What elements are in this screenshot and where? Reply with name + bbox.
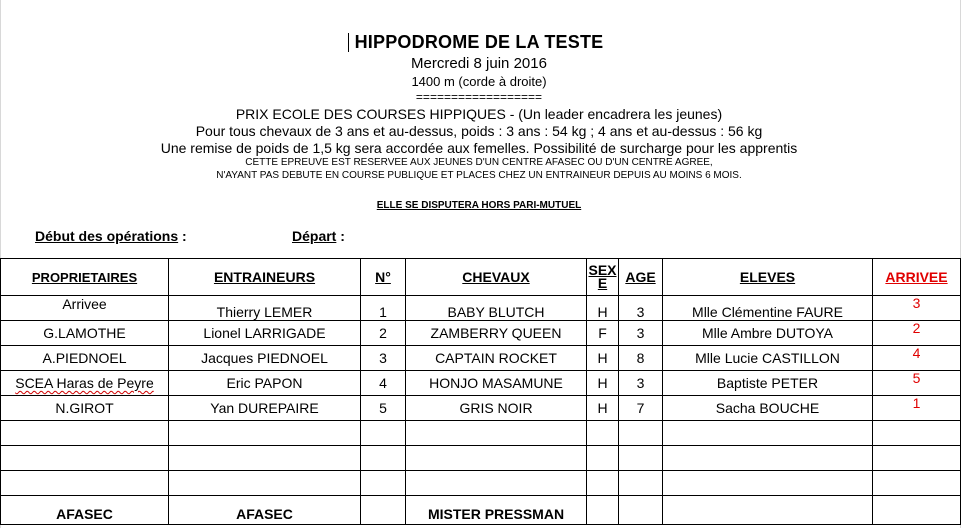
col-sexe-line1: SEX: [588, 262, 617, 278]
race-date: Mercredi 8 juin 2016: [411, 55, 547, 72]
footer-numero: [361, 496, 406, 525]
weight-allowance: Une remise de poids de 1,5 kg sera accordée aux femelles. Possibilité de surcharge pour les apprentis: [160, 140, 798, 156]
spellcheck-text: SCEA Haras de Peyre: [15, 375, 154, 391]
eligibility-notice-1: CETTE EPREUVE EST RESERVEE AUX JEUNES D'UN CENTRE AFASEC OU D'UN CENTRE AGREE,: [245, 157, 713, 168]
empty-row: [1, 471, 961, 496]
cell-proprietaire: N.GIROT: [1, 396, 169, 421]
empty-cell: [873, 446, 961, 471]
footer-eleve: [663, 496, 873, 525]
cell-cheval: CAPTAIN ROCKET: [406, 346, 587, 371]
empty-cell: [361, 471, 406, 496]
cell-eleve: Mlle Lucie CASTILLON: [663, 346, 873, 371]
cell-numero: 5: [361, 396, 406, 421]
runners-table: [0, 258, 961, 525]
empty-row: [1, 421, 961, 446]
col-arrivee: ARRIVEE: [873, 259, 961, 296]
eligibility-notice-2: N'AYANT PAS DEBUTE EN COURSE PUBLIQUE ET PLACES CHEZ UN ENTRAINEUR DEPUIS AU MOINS 6 MOIS.: [216, 170, 742, 181]
cell-numero: 2: [361, 321, 406, 346]
operations-start-label: Début des opérations: [35, 228, 179, 244]
footer-arrivee: [873, 496, 961, 525]
cell-arrivee: 3: [873, 296, 961, 321]
empty-cell: [663, 421, 873, 446]
col-proprietaires: PROPRIETAIRES: [1, 259, 169, 296]
empty-cell: [587, 421, 619, 446]
col-chevaux: CHEVAUX: [406, 259, 587, 296]
empty-cell: [169, 446, 361, 471]
empty-cell: [663, 446, 873, 471]
col-eleves: ELEVES: [663, 259, 873, 296]
footer-entraineur: AFASEC: [169, 496, 361, 525]
operations-start-colon: :: [178, 228, 187, 244]
prix-name: PRIX ECOLE DES COURSES HIPPIQUES - (Un leader encadrera les jeunes): [235, 106, 723, 122]
table-row: [1, 321, 961, 346]
cell-proprietaire: A.PIEDNOEL: [1, 346, 169, 371]
cell-cheval: ZAMBERRY QUEEN: [406, 321, 587, 346]
cell-arrivee: 4: [873, 346, 961, 371]
empty-cell: [361, 446, 406, 471]
cell-entraineur: Lionel LARRIGADE: [169, 321, 361, 346]
cell-age: 3: [619, 371, 663, 396]
table-row: [1, 296, 961, 321]
operations-start: [35, 228, 187, 244]
cell-sexe: H: [587, 396, 619, 421]
col-sexe: [587, 259, 619, 296]
cell-sexe: H: [587, 371, 619, 396]
col-sexe-line2: E: [597, 275, 608, 291]
separator-line: ==================: [415, 90, 543, 104]
cell-sexe: H: [587, 296, 619, 321]
cell-age: 8: [619, 346, 663, 371]
empty-cell: [361, 421, 406, 446]
empty-cell: [1, 446, 169, 471]
empty-cell: [619, 471, 663, 496]
empty-cell: [406, 421, 587, 446]
table-row: [1, 396, 961, 421]
empty-cell: [873, 471, 961, 496]
departure: [292, 228, 345, 244]
text-cursor: [348, 33, 349, 52]
footer-proprietaire: AFASEC: [1, 496, 169, 525]
cell-sexe: H: [587, 346, 619, 371]
cell-arrivee: 5: [873, 371, 961, 396]
footer-cheval: MISTER PRESSMAN: [406, 496, 587, 525]
race-distance: 1400 m (corde à droite): [411, 74, 547, 89]
cell-age: 3: [619, 296, 663, 321]
empty-cell: [169, 471, 361, 496]
cell-eleve: Baptiste PETER: [663, 371, 873, 396]
cell-age: 3: [619, 321, 663, 346]
col-entraineurs: ENTRAINEURS: [169, 259, 361, 296]
cell-eleve: Mlle Ambre DUTOYA: [663, 321, 873, 346]
table-row: [1, 346, 961, 371]
weight-conditions: Pour tous chevaux de 3 ans et au-dessus, poids : 3 ans : 54 kg ; 4 ans et au-dessus : 56 kg: [195, 123, 763, 139]
col-age: AGE: [619, 259, 663, 296]
pari-mutuel-notice: ELLE SE DISPUTERA HORS PARI-MUTUEL: [376, 200, 582, 211]
empty-cell: [169, 421, 361, 446]
cell-cheval: BABY BLUTCH: [406, 296, 587, 321]
departure-colon: :: [336, 228, 345, 244]
cell-entraineur: Thierry LEMER: [169, 296, 361, 321]
cell-age: 7: [619, 396, 663, 421]
empty-cell: [587, 446, 619, 471]
cell-proprietaire: Arrivee: [1, 296, 169, 321]
cell-proprietaire: [1, 371, 169, 396]
empty-cell: [406, 446, 587, 471]
cell-arrivee: 2: [873, 321, 961, 346]
table-row: [1, 371, 961, 396]
cell-proprietaire: G.LAMOTHE: [1, 321, 169, 346]
cell-eleve: Sacha BOUCHE: [663, 396, 873, 421]
table-header-row: [1, 259, 961, 296]
racecourse-title: HIPPODROME DE LA TESTE: [354, 32, 604, 52]
cell-cheval: GRIS NOIR: [406, 396, 587, 421]
col-numero: N°: [361, 259, 406, 296]
cell-sexe: F: [587, 321, 619, 346]
empty-cell: [1, 421, 169, 446]
cell-entraineur: Yan DUREPAIRE: [169, 396, 361, 421]
cell-arrivee: 1: [873, 396, 961, 421]
empty-cell: [1, 471, 169, 496]
cell-entraineur: Jacques PIEDNOEL: [169, 346, 361, 371]
table-footer-row: [1, 496, 961, 525]
cell-numero: 4: [361, 371, 406, 396]
cell-numero: 1: [361, 296, 406, 321]
footer-sexe: [587, 496, 619, 525]
cell-numero: 3: [361, 346, 406, 371]
cell-cheval: HONJO MASAMUNE: [406, 371, 587, 396]
empty-cell: [663, 471, 873, 496]
cell-eleve: Mlle Clémentine FAURE: [663, 296, 873, 321]
footer-age: [619, 496, 663, 525]
empty-cell: [587, 471, 619, 496]
departure-label: Départ: [292, 228, 337, 244]
empty-cell: [406, 471, 587, 496]
empty-row: [1, 446, 961, 471]
empty-cell: [873, 421, 961, 446]
empty-cell: [619, 446, 663, 471]
cell-entraineur: Eric PAPON: [169, 371, 361, 396]
empty-cell: [619, 421, 663, 446]
